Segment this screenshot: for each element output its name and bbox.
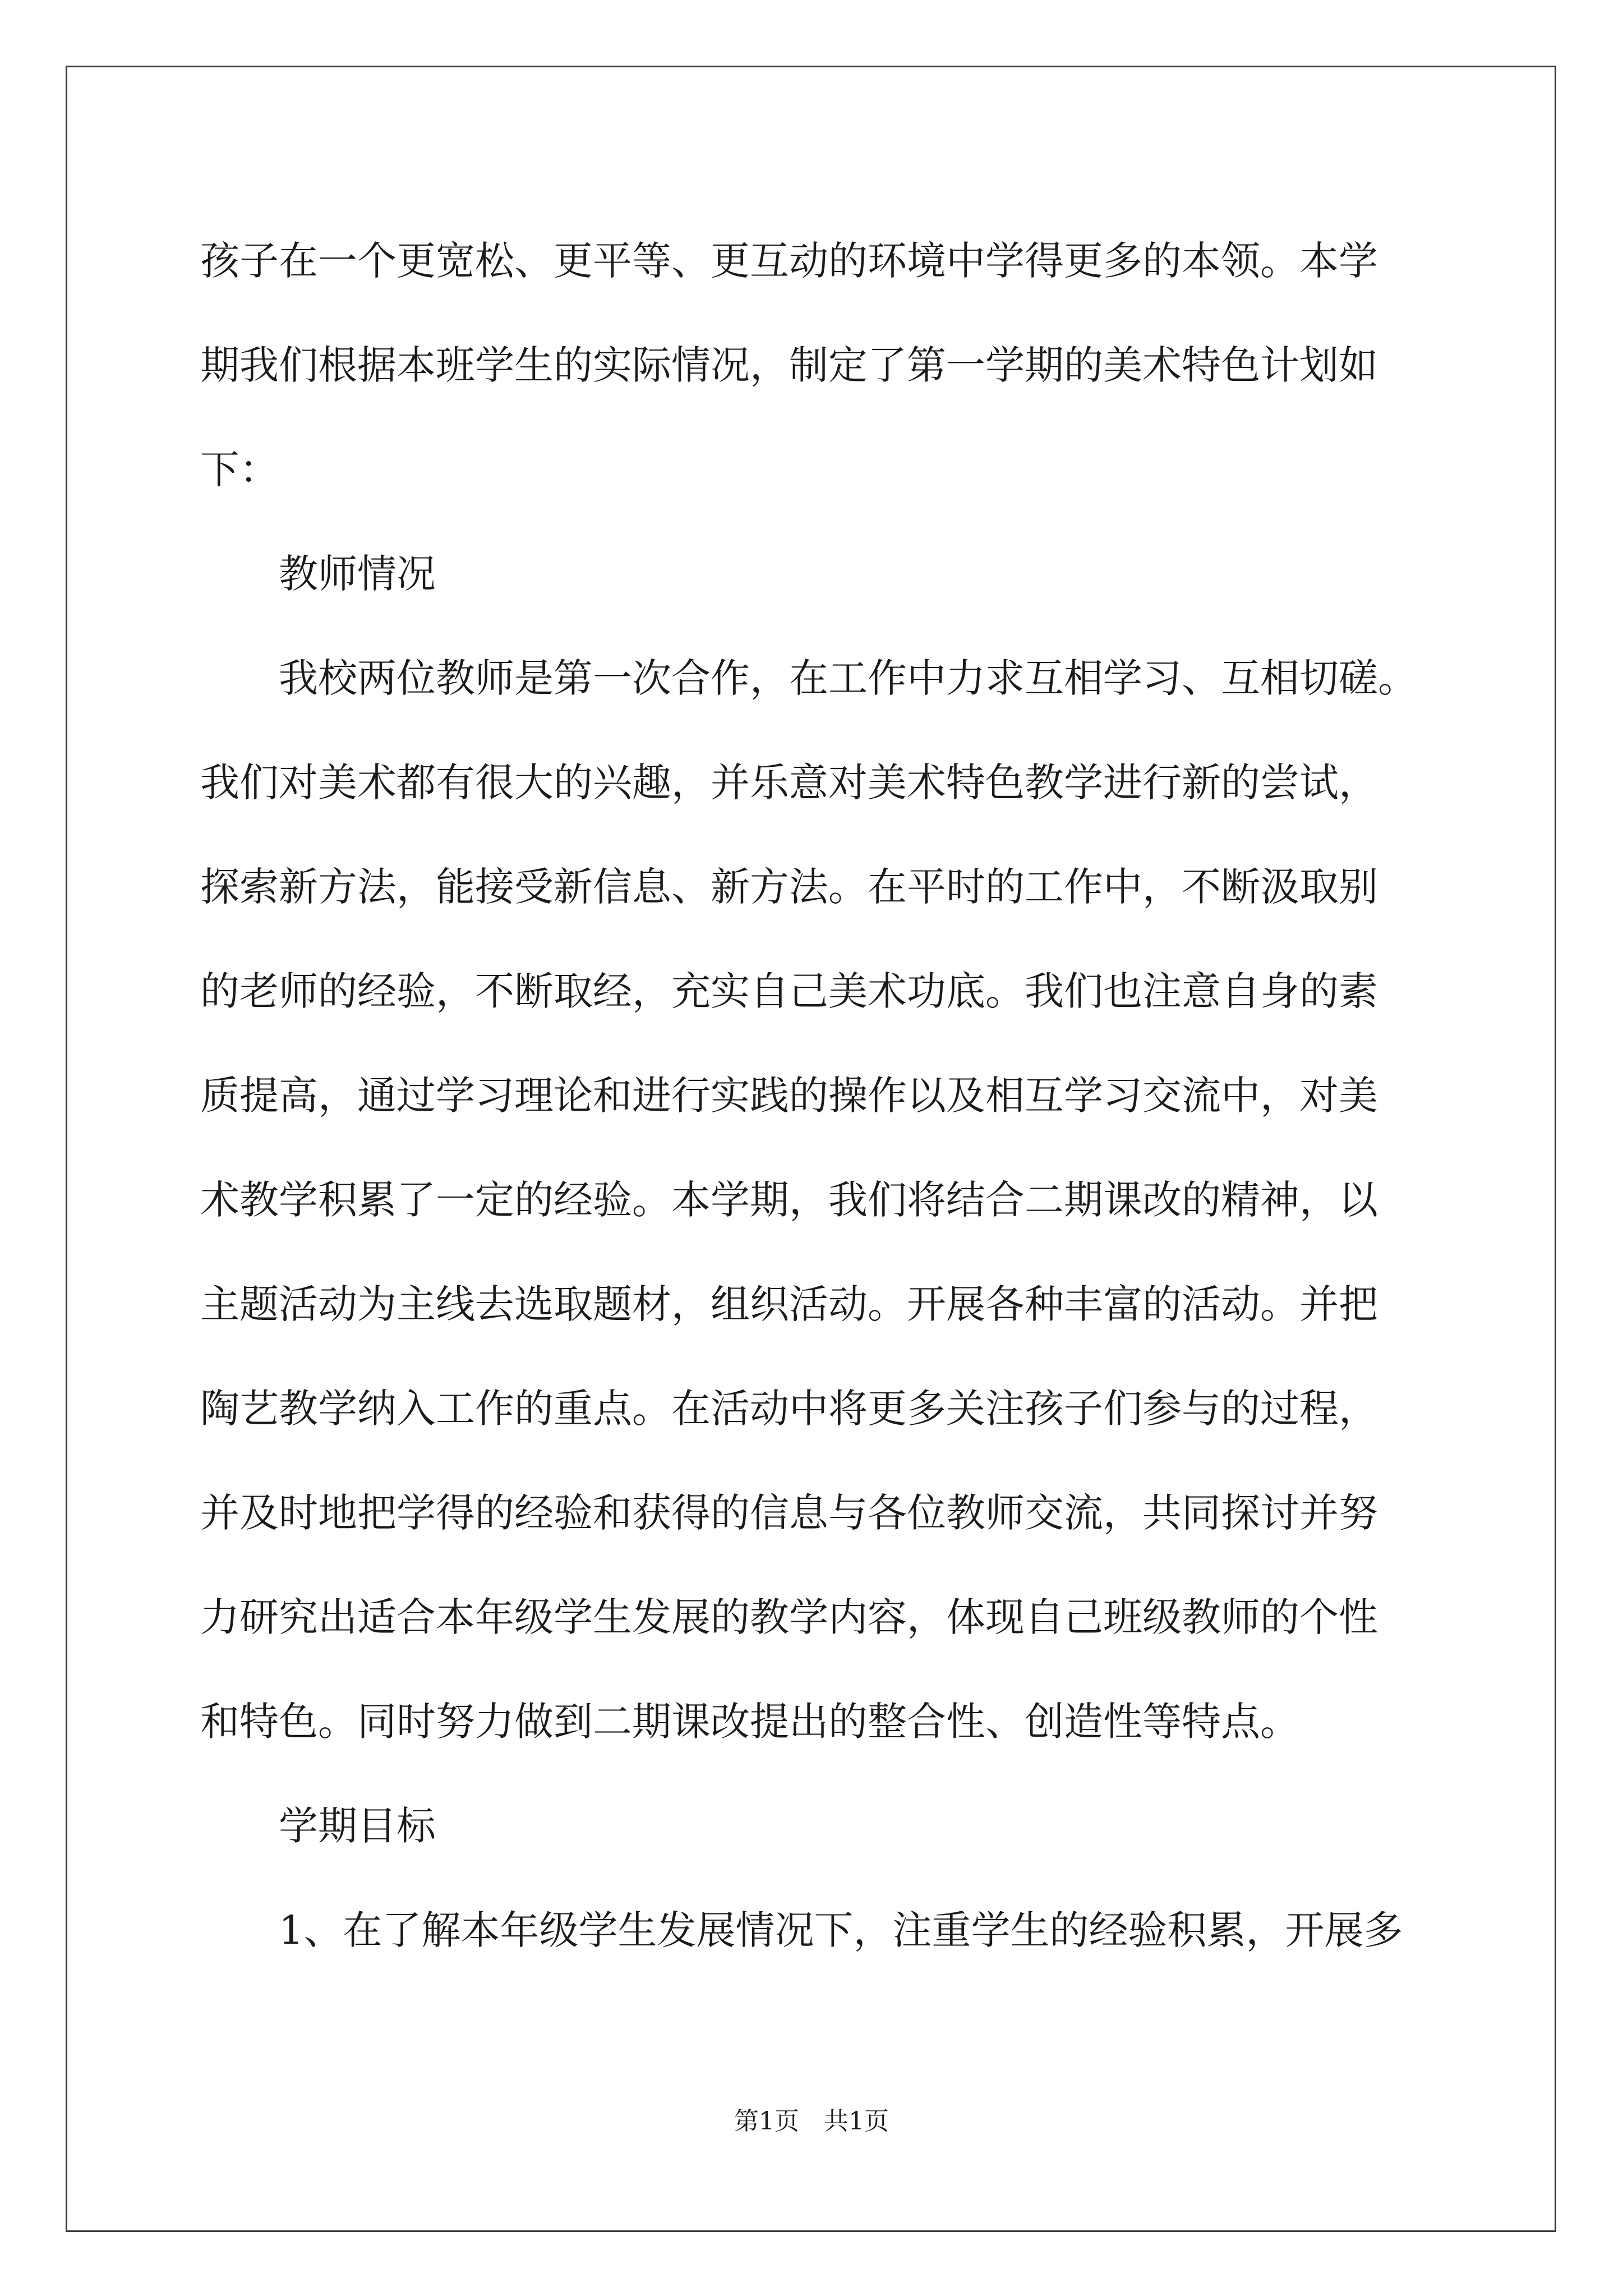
- text-line: 我们对美术都有很大的兴趣，并乐意对美术特色教学进行新的尝试，: [200, 760, 1378, 806]
- text-line: 并及时地把学得的经验和获得的信息与各位教师交流，共同探讨并努: [200, 1490, 1378, 1536]
- page-number-footer: 第1页 共1页: [734, 2107, 889, 2136]
- paragraph: [200, 209, 1434, 522]
- text-line: 陶艺教学纳入工作的重点。在活动中将更多关注孩子们参与的过程，: [200, 1386, 1378, 1432]
- text-line: 孩子在一个更宽松、更平等、更互动的环境中学得更多的本领。本学: [200, 238, 1378, 284]
- paragraph: [200, 1878, 1434, 1982]
- text-line: 教师情况: [279, 551, 436, 597]
- text-line: 质提高，通过学习理论和进行实践的操作以及相互学习交流中，对美: [200, 1073, 1378, 1119]
- document-body: [200, 209, 1434, 1982]
- text-line: 探索新方法，能接受新信息、新方法。在平时的工作中，不断汲取别: [200, 864, 1378, 910]
- text-line: 学期目标: [279, 1803, 436, 1849]
- text-line: 术教学积累了一定的经验。本学期，我们将结合二期课改的精神，以: [200, 1177, 1378, 1223]
- section-heading: [200, 522, 1434, 626]
- text-line: 力研究出适合本年级学生发展的教学内容，体现自己班级教师的个性: [200, 1594, 1378, 1640]
- text-line: 的老师的经验，不断取经，充实自己美术功底。我们也注意自身的素: [200, 968, 1378, 1014]
- text-line: 下：: [200, 447, 279, 493]
- text-line: 1、在了解本年级学生发展情况下，注重学生的经验积累，开展多: [279, 1907, 1403, 1953]
- text-line: 和特色。同时努力做到二期课改提出的整合性、创造性等特点。: [200, 1699, 1299, 1745]
- text-line: 我校两位教师是第一次合作，在工作中力求互相学习、互相切磋。: [279, 655, 1417, 701]
- text-line: 主题活动为主线去选取题材，组织活动。开展各种丰富的活动。并把: [200, 1281, 1378, 1327]
- paragraph: [200, 626, 1434, 1774]
- section-heading: [200, 1774, 1434, 1878]
- text-line: 期我们根据本班学生的实际情况，制定了第一学期的美术特色计划如: [200, 342, 1378, 388]
